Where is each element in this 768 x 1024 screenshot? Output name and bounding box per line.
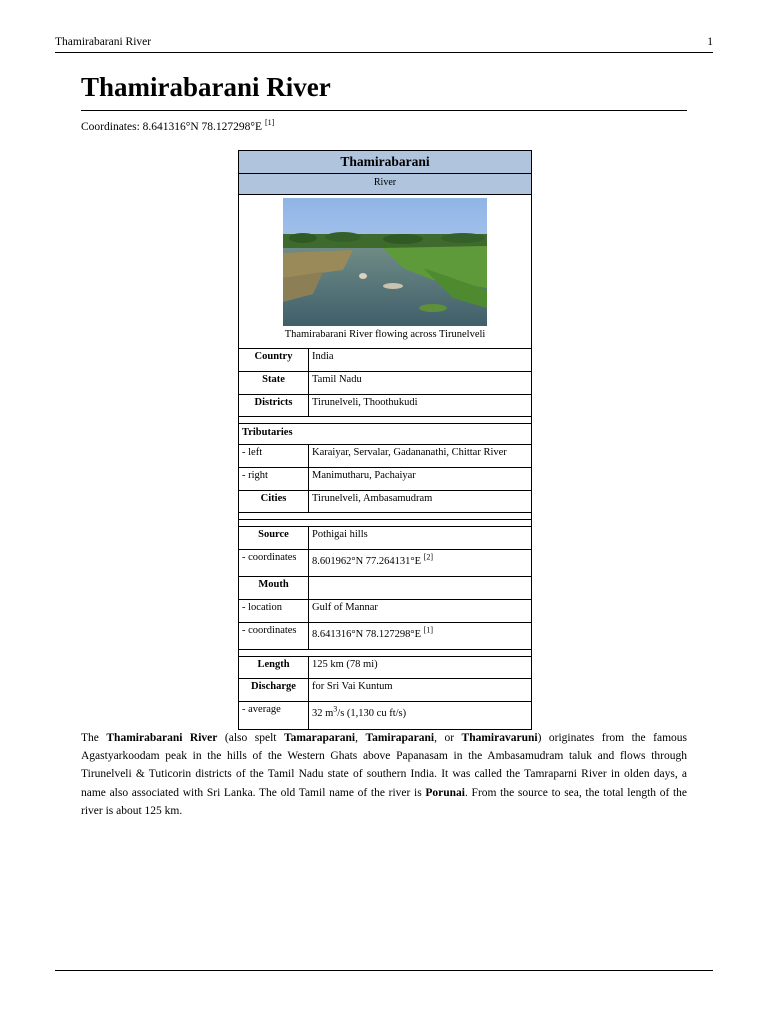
infobox-row-mouth-coordinates <box>239 623 531 650</box>
para-text: , <box>355 732 366 744</box>
row-value[interactable]: Karaiyar, Servalar, Gadananathi, Chittar River <box>312 447 507 458</box>
row-label: - left <box>239 445 309 467</box>
row-label: - average <box>239 702 309 729</box>
row-value: 125 km (78 mi) <box>312 659 378 670</box>
para-text: ) originates from the famous Agastyarkoodam peak in the hills of the Western Ghats above Papanasam in the Ambasamudram taluk and flows through Tirunelveli & Tuticorin districts of the Tamil Nadu state of southern India. It was called the Tamraparni River in olden days, a name also associated with Sri Lanka. The old Tamil name of the river is <box>81 732 688 799</box>
infobox-row-average <box>239 702 531 729</box>
row-label: State <box>239 372 309 394</box>
infobox-row-left <box>239 445 531 468</box>
infobox-type: River <box>239 174 531 195</box>
para-bold: Tamiraparani <box>365 732 435 744</box>
infobox-spacer <box>239 417 531 424</box>
infobox <box>238 150 532 730</box>
row-label: Source <box>239 527 309 549</box>
row-label: Discharge <box>239 679 309 701</box>
coordinates-label: Coordinates: <box>81 121 140 133</box>
coordinates-ref[interactable]: [1] <box>264 118 275 128</box>
para-bold: Tamaraparani <box>283 732 356 744</box>
infobox-spacer <box>239 520 531 527</box>
row-label: - coordinates <box>239 550 309 576</box>
mouth-coordinates-ref[interactable]: [1] <box>423 625 433 635</box>
mouth-coordinates-value[interactable]: 8.641316°N 78.127298°E <box>312 629 422 640</box>
running-title: Thamirabarani River <box>55 36 152 48</box>
para-bold: Thamirabarani River <box>106 732 218 744</box>
average-value-post: /s (1,130 cu ft/s) <box>337 708 407 719</box>
average-value-sup: 3 <box>333 704 338 714</box>
infobox-row-country <box>239 349 531 372</box>
coordinates-line <box>81 118 275 133</box>
intro-paragraph <box>81 729 687 820</box>
row-value[interactable]: India <box>312 351 334 362</box>
infobox-spacer <box>239 513 531 520</box>
infobox-row-discharge <box>239 679 531 702</box>
footer-divider <box>55 970 713 971</box>
infobox-row-tributaries: Tributaries <box>239 424 531 445</box>
title-divider <box>81 110 687 111</box>
row-value[interactable]: Tirunelveli, Ambasamudram <box>312 493 433 504</box>
page-title: Thamirabarani River <box>81 72 331 102</box>
row-label: - coordinates <box>239 623 309 649</box>
infobox-row-length <box>239 657 531 679</box>
row-value[interactable]: Tamil Nadu <box>312 374 362 385</box>
infobox-row-source-coordinates <box>239 550 531 577</box>
infobox-image-caption: Thamirabarani River flowing across Tirunelveli <box>284 329 486 340</box>
coordinates-value[interactable]: 8.641316°N 78.127298°E <box>142 121 263 133</box>
infobox-title: Thamirabarani <box>239 151 531 174</box>
row-label: Cities <box>239 491 309 512</box>
infobox-row-mouth <box>239 577 531 600</box>
infobox-image-cell <box>239 195 531 349</box>
infobox-spacer <box>239 650 531 657</box>
row-value[interactable]: Manimutharu, Pachaiyar <box>312 470 416 481</box>
para-text: (also spelt <box>217 732 284 744</box>
row-label: Mouth <box>239 577 309 599</box>
row-label: Country <box>239 349 309 371</box>
source-coordinates-ref[interactable]: [2] <box>423 552 433 562</box>
row-value[interactable]: for Sri Vai Kuntum <box>312 681 393 692</box>
para-text: , or <box>434 732 462 744</box>
para-text: The <box>81 732 107 744</box>
row-label: - location <box>239 600 309 622</box>
infobox-row-districts <box>239 395 531 417</box>
row-label: Districts <box>239 395 309 416</box>
para-bold: Porunai <box>425 786 465 799</box>
infobox-row-source <box>239 527 531 550</box>
row-value <box>309 577 531 599</box>
average-value-pre: 32 m <box>312 708 334 719</box>
river-photo[interactable] <box>283 198 487 326</box>
row-value: Tirunelveli, Thoothukudi <box>312 397 418 408</box>
infobox-row-mouth-location <box>239 600 531 623</box>
row-value <box>309 702 531 729</box>
row-value[interactable]: Gulf of Mannar <box>312 602 378 613</box>
infobox-row-right <box>239 468 531 491</box>
page-number: 1 <box>707 36 713 48</box>
row-label: - right <box>239 468 309 490</box>
row-value <box>309 550 531 576</box>
row-label: Length <box>239 657 309 678</box>
row-value <box>309 623 531 649</box>
infobox-row-state <box>239 372 531 395</box>
source-coordinates-value[interactable]: 8.601962°N 77.264131°E <box>312 556 422 567</box>
para-bold: Thamiravaruni <box>461 732 538 744</box>
running-header <box>55 36 713 53</box>
para-text: . From the source to sea, the total length of the river is about 125 km. <box>81 786 687 817</box>
row-value[interactable]: Pothigai hills <box>312 529 368 540</box>
infobox-row-cities <box>239 491 531 513</box>
